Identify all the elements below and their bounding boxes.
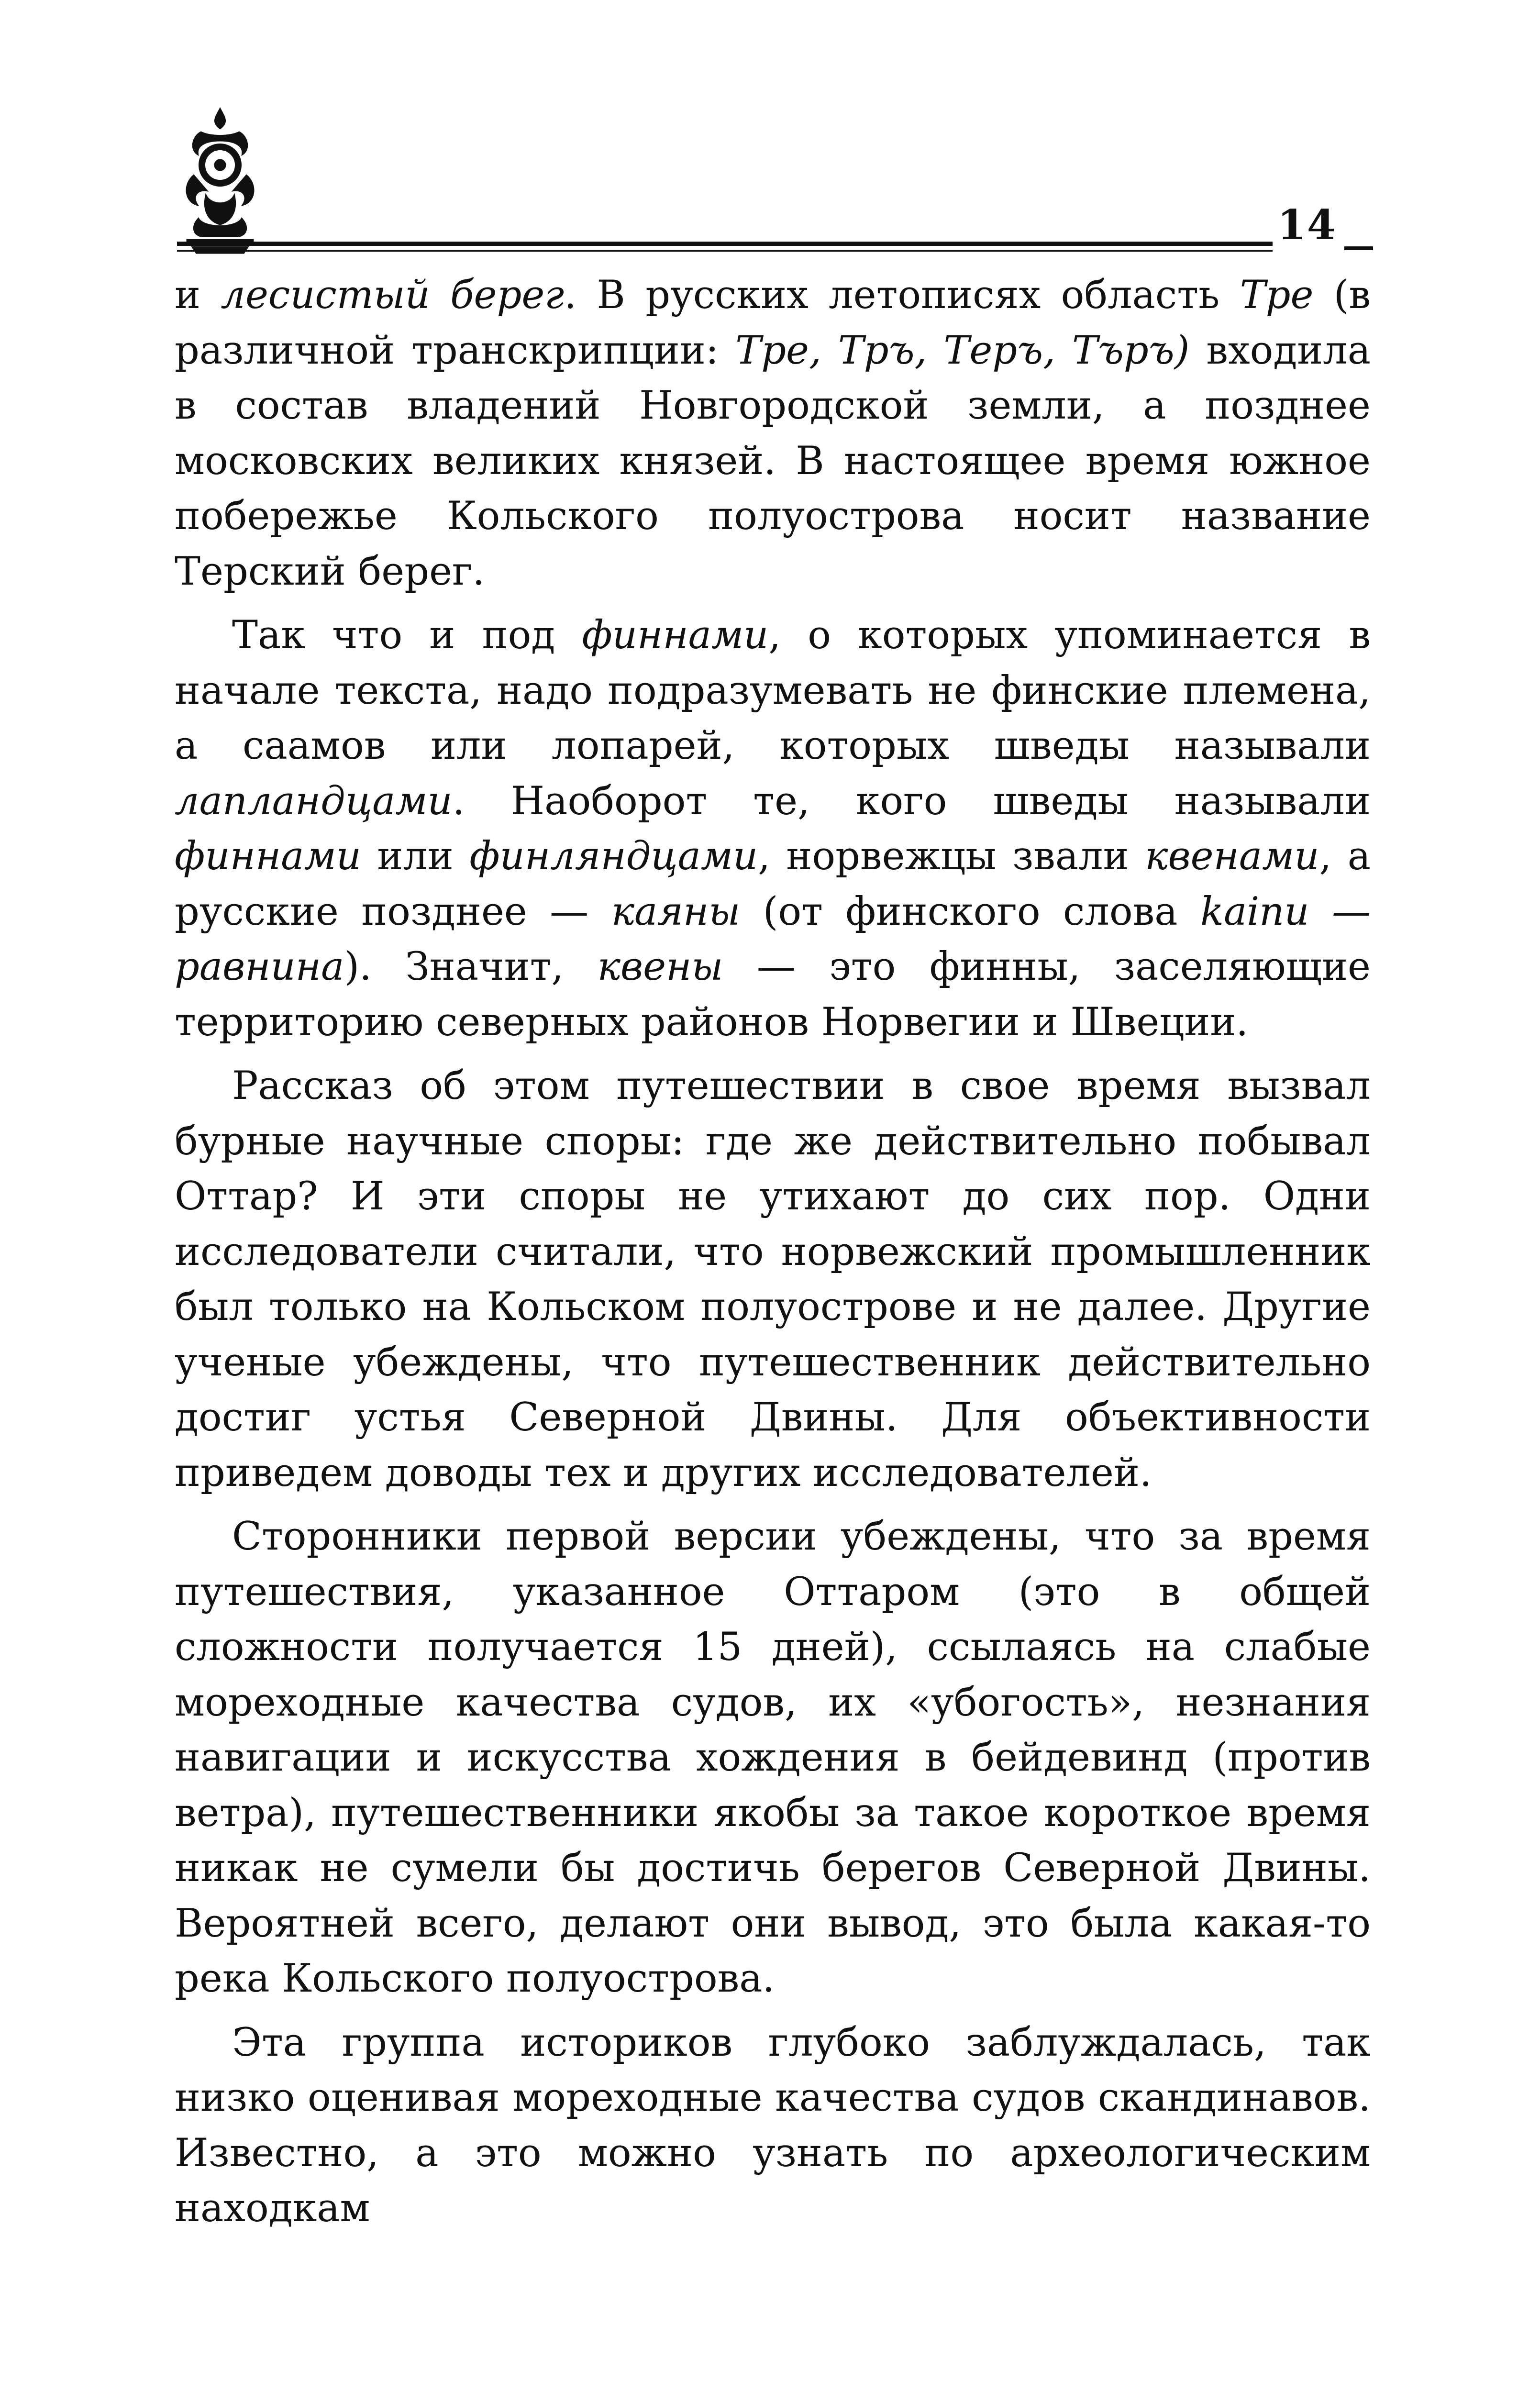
text-run: (в различной транскрипции:	[175, 273, 1371, 373]
text-run: Эта группа историков глубоко заблуждалась, так низко оценивая мореходные качества судов скандинавов. Известно, а это можно узнать по археологическим находкам	[175, 2020, 1371, 2231]
italic-term: квенами	[1145, 834, 1319, 879]
text-run: Сторонники первой версии убеждены, что за время путешествия, указанное Оттаром (это в общей сложности получается 15 дней), ссылаясь на слабые мореходные качества судов, их «убогость», незнания навигации и искусства хождения в бейдевинд (против ветра), путешественники якобы за такое короткое время никак не сумели бы достичь берегов Северной Двины. Вероятней всего, делают они вывод, это была какая-то река Кольского полуострова.	[175, 1514, 1371, 2001]
paragraph	[175, 2015, 1371, 2237]
italic-term: каяны	[611, 889, 741, 934]
text-run: Так что и под	[232, 613, 582, 658]
paragraph	[175, 608, 1371, 1050]
italic-term: Тре	[1240, 273, 1314, 318]
text-run: , норвежцы звали	[758, 834, 1145, 879]
italic-term: квены	[597, 944, 723, 989]
text-run: . В русских летописях область	[564, 273, 1240, 318]
paragraph	[175, 1509, 1371, 2007]
text-run: Рассказ об этом путешествии в свое время вызвал бурные научные споры: где же действительно побывал Оттар? И эти споры не утихают до сих пор. Одни исследователи считали, что норвежский промышленник был только на Кольском полуострове и не далее. Другие ученые убеждены, что путешественник действительно достиг устья Северной Двины. Для объективности приведем доводы тех и других исследователей.	[175, 1063, 1371, 1495]
text-run: и	[175, 273, 221, 318]
text-run: . Наоборот те, кого шведы называли	[452, 778, 1371, 824]
text-run: ). Значит,	[344, 944, 598, 989]
italic-term: финнами	[175, 834, 361, 879]
page-number: 14	[1277, 201, 1337, 249]
text-run: — это финны, заселяющие территорию северных районов Норвегии и Швеции.	[175, 944, 1371, 1045]
header-rule	[177, 242, 1273, 254]
italic-term: Тре, Тръ, Теръ, Търъ)	[735, 328, 1190, 373]
text-run: , а русские позднее —	[175, 834, 1371, 934]
italic-term: лесистый берег	[221, 273, 565, 318]
italic-term: финнами	[582, 613, 769, 658]
italic-term: финляндцами	[469, 834, 758, 879]
text-run: или	[361, 834, 470, 879]
ornament-icon	[172, 103, 268, 261]
page-number-rule	[1344, 246, 1373, 250]
text-run: (от финского слова	[740, 889, 1200, 934]
italic-term: kainu — равнина	[175, 889, 1371, 989]
italic-term: лапландцами	[175, 778, 453, 824]
paragraph	[175, 1059, 1371, 1501]
text-run: входила в состав владений Новгородской земли, а позднее московских великих князей. В настоящее время южное побережье Кольского полуострова носит название Терский берег.	[175, 328, 1371, 594]
text-run: , о которых упоминается в начале текста, надо подразумевать не финские племена, а саамов или лопарей, которых шведы называли	[175, 613, 1371, 768]
paragraph	[175, 268, 1371, 599]
body-text	[175, 268, 1371, 2245]
